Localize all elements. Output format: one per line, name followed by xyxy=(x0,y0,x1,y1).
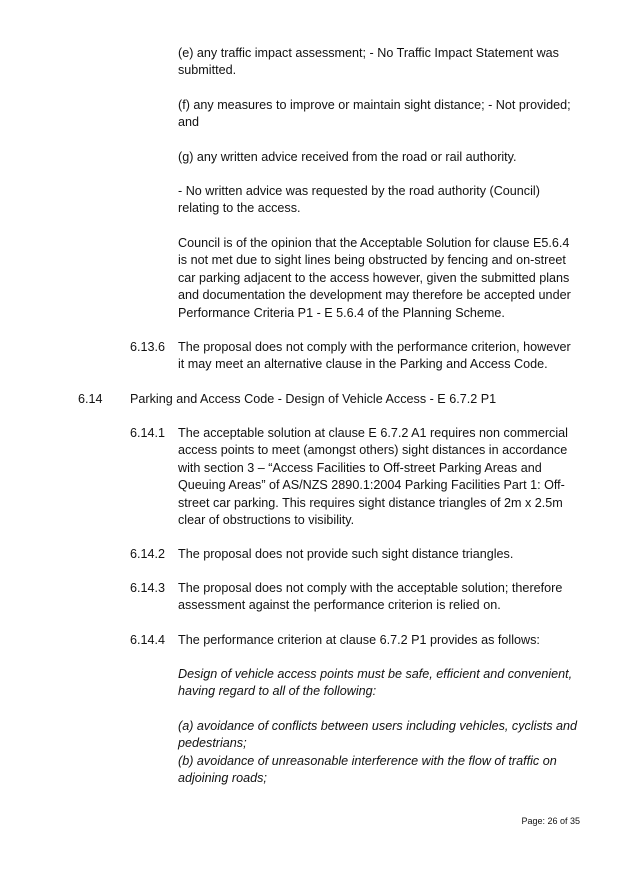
paragraph-number-6-14-2: 6.14.2 xyxy=(130,547,166,561)
quote-item-b: (b) avoidance of unreasonable interference with the flow of traffic on adjoining roads; xyxy=(178,754,557,786)
quote-lead: Design of vehicle access points must be safe, efficient and convenient, having regard to all of the following: xyxy=(178,667,573,699)
section-title-6-14: Parking and Access Code - Design of Vehicle Access - E 6.7.2 P1 xyxy=(130,392,497,406)
paragraph-6-14-4: The performance criterion at clause 6.7.2 P1 provides as follows: xyxy=(178,633,540,647)
section-number-6-14: 6.14 xyxy=(78,392,103,406)
paragraph-number-6-14-1: 6.14.1 xyxy=(130,426,166,440)
council-opinion-paragraph: Council is of the opinion that the Acceptable Solution for clause E5.6.4 is not met due to sight lines being obstructed by fencing and on-street car parking adjacent to the access however, given the submitted plans and documentation the development may therefore be accepted under Performance Criteria P1 - E 5.6.4 of the Planning Scheme. xyxy=(178,236,571,320)
paragraph-6-14-3: The proposal does not comply with the acceptable solution; therefore assessment against the performance criterion is relied on. xyxy=(178,581,563,613)
page-number: Page: 26 of 35 xyxy=(521,816,580,826)
paragraph-6-13-6: The proposal does not comply with the performance criterion, however it may meet an alternative clause in the Parking and Access Code. xyxy=(178,340,571,372)
paragraph-number-6-13-6: 6.13.6 xyxy=(130,340,166,354)
intro-item-f: (f) any measures to improve or maintain sight distance; - Not provided; and xyxy=(178,98,571,130)
intro-item-g: (g) any written advice received from the road or rail authority. xyxy=(178,150,517,164)
intro-no-written-advice: - No written advice was requested by the road authority (Council) relating to the access. xyxy=(178,184,540,216)
paragraph-number-6-14-3: 6.14.3 xyxy=(130,581,166,595)
paragraph-number-6-14-4: 6.14.4 xyxy=(130,633,166,647)
intro-item-e: (e) any traffic impact assessment; - No Traffic Impact Statement was submitted. xyxy=(178,46,559,78)
quote-item-a: (a) avoidance of conflicts between users including vehicles, cyclists and pedestrians; xyxy=(178,719,578,751)
paragraph-6-14-2: The proposal does not provide such sight distance triangles. xyxy=(178,547,514,561)
paragraph-6-14-1: The acceptable solution at clause E 6.7.2 A1 requires non commercial access points to meet (amongst others) sight distances in accordance with section 3 – “Access Facilities to Off-street Parking Areas and Queuing Areas” of AS/NZS 2890.1:2004 Parking Facilities Part 1: Off-street car parking. This requires sight distance triangles of 2m x 2.5m clear of obstructions to visibility. xyxy=(178,426,568,528)
